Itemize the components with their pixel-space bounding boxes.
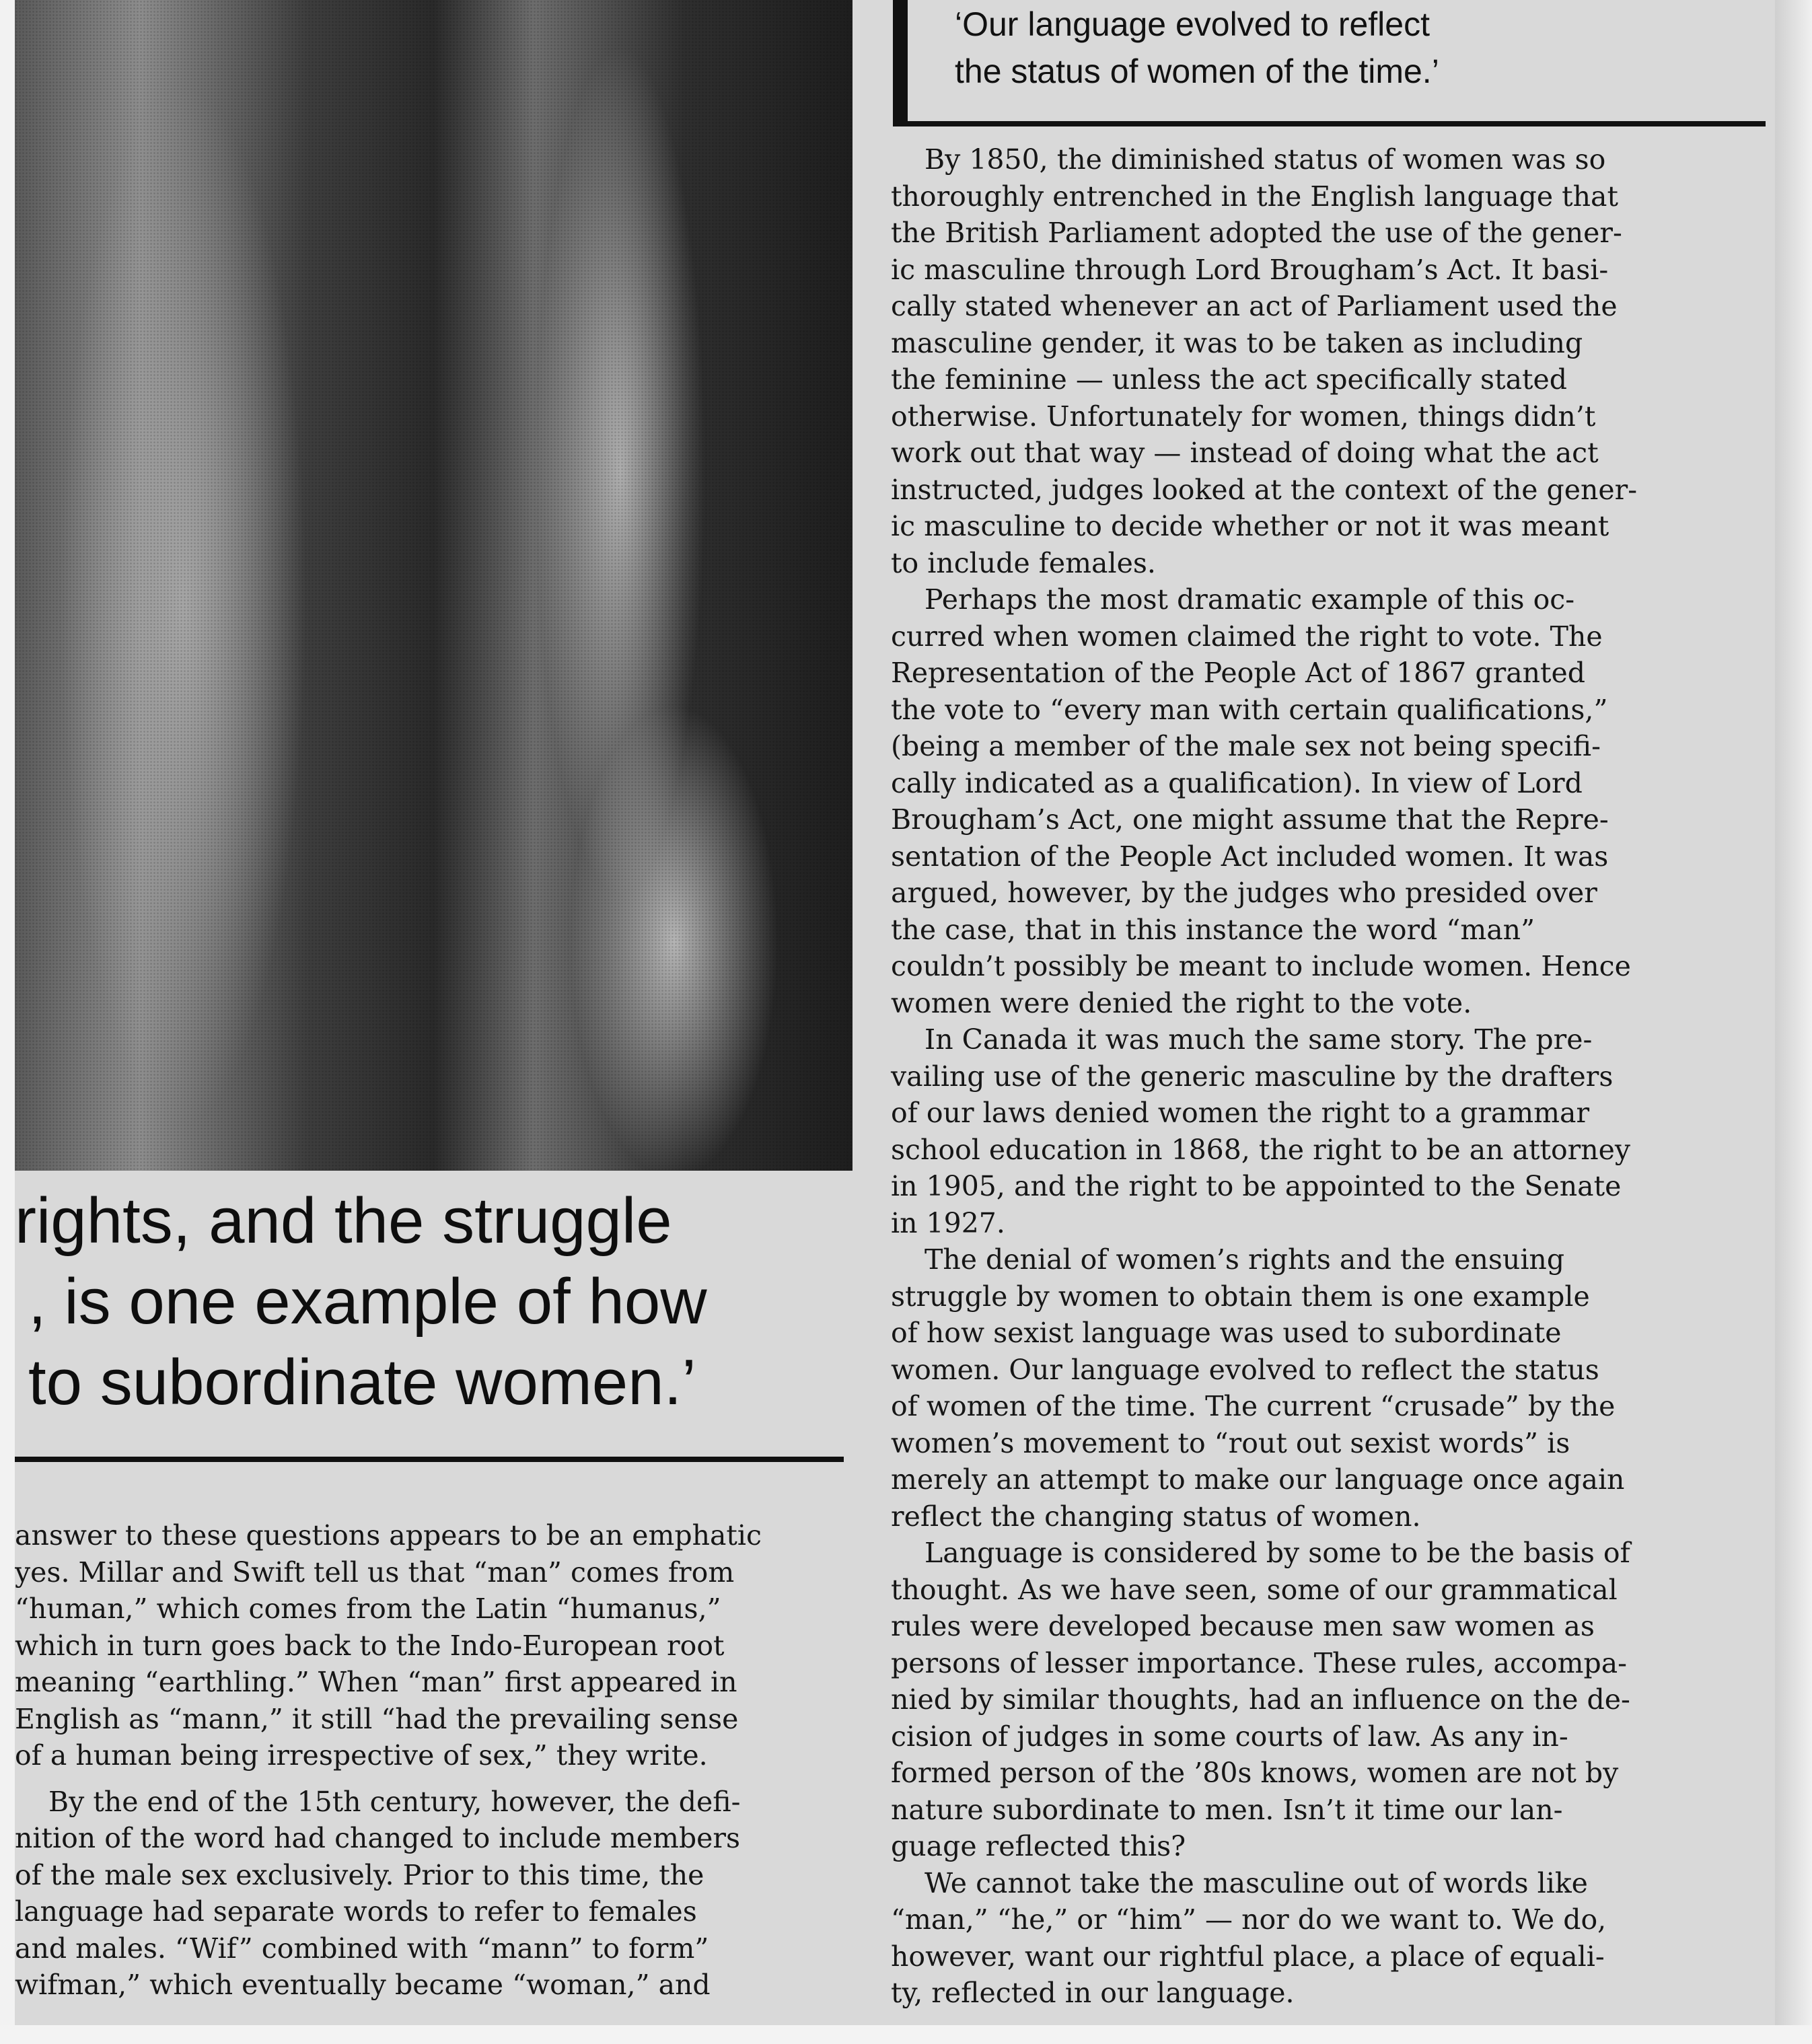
text-line: sentation of the People Act included women. It was (891, 840, 1609, 873)
text-line: wifman,” which eventually became “woman,” and (15, 1969, 711, 2001)
text-line: By the end of the 15th century, however, the defi- (48, 1785, 741, 1818)
article-paragraph (15, 1784, 849, 2004)
article-paragraph (891, 1021, 1759, 1241)
text-line: however, want our rightful place, a place of equali- (891, 1940, 1605, 1973)
text-line: cally indicated as a qualification). In view of Lord (891, 766, 1583, 799)
article-paragraph (891, 1535, 1759, 1865)
text-line: argued, however, by the judges who presided over (891, 877, 1597, 909)
text-line: Brougham’s Act, one might assume that the Repre- (891, 803, 1609, 836)
text-line: Perhaps the most dramatic example of this oc- (925, 583, 1575, 616)
text-line: guage reflected this? (891, 1830, 1186, 1862)
text-line: school education in 1868, the right to be an attorney (891, 1133, 1631, 1166)
text-line: nature subordinate to men. Isn’t it time our lan- (891, 1793, 1563, 1826)
pull-quote-top-line: ‘Our language evolved to reflect (955, 5, 1430, 43)
text-line: struggle by women to obtain them is one example (891, 1280, 1590, 1313)
text-line: nied by similar thoughts, had an influence on the de- (891, 1683, 1630, 1716)
scan-margin-right (1775, 0, 1812, 2044)
text-line: women were denied the right to the vote. (891, 986, 1472, 1019)
text-line: work out that way — instead of doing what the act (891, 437, 1599, 469)
text-line: ic masculine to decide whether or not it was meant (891, 510, 1609, 542)
text-line: the vote to “every man with certain qualifications,” (891, 693, 1608, 726)
article-paragraph (891, 1865, 1759, 2012)
text-line: of how sexist language was used to subordinate (891, 1317, 1562, 1349)
text-line: meaning “earthling.” When “man” first appeared in (15, 1666, 737, 1698)
text-line: merely an attempt to make our language once again (891, 1463, 1625, 1496)
pull-quote-left-line: rights, and the struggle (15, 1185, 672, 1257)
text-line: the case, that in this instance the word “man” (891, 913, 1535, 946)
text-line: rules were developed because men saw women as (891, 1610, 1595, 1642)
article-paragraph (15, 1517, 849, 1774)
text-line: couldn’t possibly be meant to include women. Hence (891, 950, 1631, 982)
text-line: nition of the word had changed to include members (15, 1822, 740, 1854)
text-line: of a human being irrespective of sex,” they write. (15, 1739, 708, 1772)
text-line: reflect the changing status of women. (891, 1500, 1421, 1533)
text-line: formed person of the ’80s knows, women are not by (891, 1757, 1619, 1789)
pull-quote-left (15, 1184, 842, 1460)
text-line: vailing use of the generic masculine by the drafters (891, 1060, 1614, 1093)
text-line: curred when women claimed the right to vote. The (891, 620, 1603, 653)
text-line: persons of lesser importance. These rules, accompa- (891, 1646, 1628, 1679)
text-line: which in turn goes back to the Indo-European root (15, 1629, 725, 1662)
text-line: the feminine — unless the act specifically stated (891, 363, 1568, 396)
article-paragraph (891, 141, 1759, 581)
text-line: “human,” which comes from the Latin “humanus,” (15, 1593, 721, 1625)
text-line: “man,” “he,” or “him” — nor do we want to. We do, (891, 1903, 1607, 1936)
text-line: cally stated whenever an act of Parliament used the (891, 290, 1618, 322)
text-line: of women of the time. The current “crusade” by the (891, 1390, 1616, 1422)
pull-quote-left-line: to subordinate women.’ (28, 1346, 696, 1418)
text-line: to include females. (891, 546, 1156, 579)
text-line: and males. “Wif” combined with “mann” to form” (15, 1932, 709, 1965)
text-line: of the male sex exclusively. Prior to this time, the (15, 1858, 704, 1891)
text-line: By 1850, the diminished status of women was so (925, 143, 1606, 176)
text-line: women. Our language evolved to reflect the status (891, 1353, 1599, 1386)
text-line: The denial of women’s rights and the ensuing (925, 1243, 1565, 1276)
text-line: (being a member of the male sex not being specifi- (891, 730, 1601, 762)
text-line: cision of judges in some courts of law. As any in- (891, 1720, 1568, 1753)
text-line: language had separate words to refer to females (15, 1895, 697, 1928)
text-line: English as “mann,” it still “had the prevailing sense (15, 1702, 739, 1735)
text-line: In Canada it was much the same story. The pre- (925, 1023, 1593, 1056)
article-column-left (15, 1517, 849, 2004)
pull-quote-left-line: , is one example of how (28, 1266, 707, 1338)
text-line: thoroughly entrenched in the English language that (891, 180, 1618, 213)
text-line: in 1927. (891, 1206, 1005, 1239)
text-line: ic masculine through Lord Brougham’s Act. It basi- (891, 253, 1609, 286)
text-line: Language is considered by some to be the basis of (925, 1537, 1630, 1569)
text-line: masculine gender, it was to be taken as including (891, 326, 1583, 359)
text-line: thought. As we have seen, some of our grammatical (891, 1573, 1618, 1606)
divider-rule (15, 1457, 844, 1462)
text-line: of our laws denied women the right to a grammar (891, 1097, 1590, 1129)
scan-margin-left (0, 0, 15, 2044)
pull-quote-top (893, 0, 1766, 126)
pull-quote-top-line: the status of women of the time.’ (955, 52, 1439, 90)
text-line: women’s movement to “rout out sexist words” is (891, 1426, 1570, 1459)
text-line: the British Parliament adopted the use of the gener- (891, 217, 1622, 249)
article-paragraph (891, 581, 1759, 1021)
newspaper-clipping (15, 0, 1775, 2025)
scan-margin-bottom (0, 2025, 1812, 2044)
text-line: otherwise. Unfortunately for women, things didn’t (891, 400, 1596, 433)
text-line: ty, reflected in our language. (891, 1977, 1295, 2009)
halftone-texture (15, 0, 853, 1171)
text-line: yes. Millar and Swift tell us that “man” comes from (15, 1556, 735, 1589)
text-line: Representation of the People Act of 1867 granted (891, 657, 1586, 689)
article-column-right (891, 141, 1759, 2012)
text-line: in 1905, and the right to be appointed to the Senate (891, 1170, 1622, 1202)
text-line: instructed, judges looked at the context of the gener- (891, 473, 1638, 506)
text-line: We cannot take the masculine out of words like (925, 1866, 1588, 1899)
text-line: answer to these questions appears to be an emphatic (15, 1519, 762, 1552)
article-paragraph (891, 1241, 1759, 1535)
photograph (15, 0, 853, 1171)
